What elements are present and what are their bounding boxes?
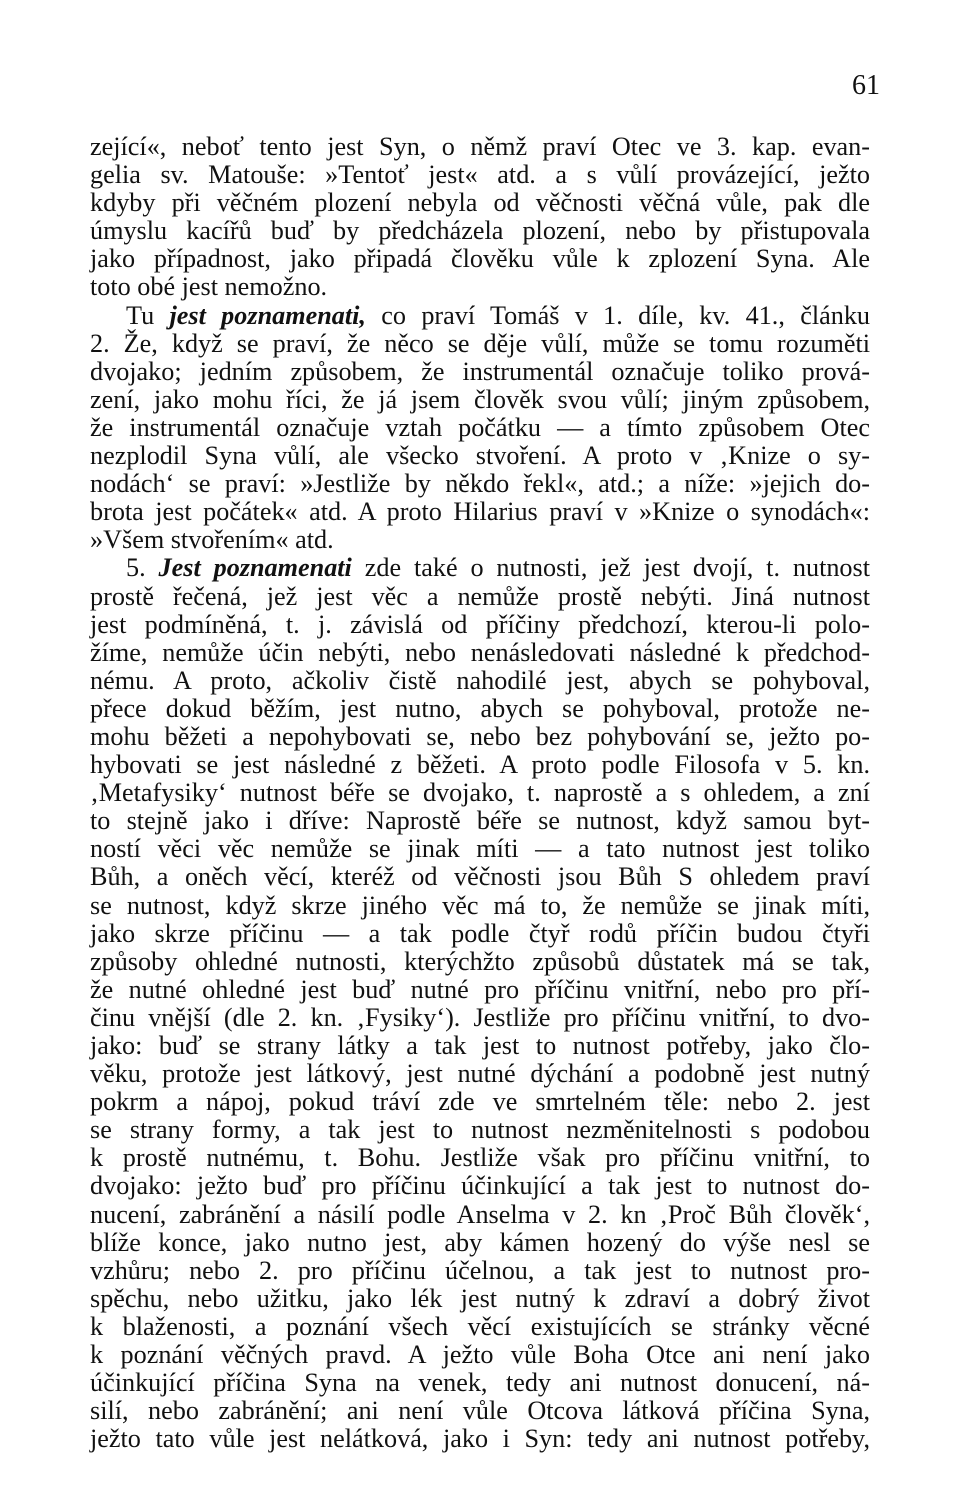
text-segment: kdyby při věčném plození nebyla od věčnosti věčná vůle, pak dle bbox=[90, 188, 870, 218]
text-segment: činu vnější (dle 2. kn. ‚Fysiky‘). Jestliže pro příčinu vnitřní, to dvo- bbox=[90, 1002, 870, 1032]
text-line bbox=[90, 273, 870, 301]
text-segment: nému. A proto, ačkoliv čistě nahodilé jest, abych se pohyboval, bbox=[90, 665, 870, 695]
text-line bbox=[90, 554, 870, 582]
text-segment: věku, protože jest látkový, jest nutné dýchání a podobně jest nutný bbox=[90, 1059, 870, 1089]
text-segment: pokrm a nápoj, pokud tráví zde ve smrtelném těle: nebo 2. jest bbox=[90, 1087, 870, 1117]
text-segment: přece dokud běžím, jest nutno, abych se pohyboval, protože ne- bbox=[90, 693, 870, 723]
text-line bbox=[90, 1060, 870, 1088]
text-line bbox=[90, 245, 870, 273]
text-segment: Tu bbox=[126, 300, 170, 330]
text-segment: silí, nebo zabránění; ani není vůle Otcova látková příčina Syna, bbox=[90, 1396, 870, 1426]
text-line bbox=[90, 835, 870, 863]
text-segment: jako případnost, jako připadá člověku vůle k zplození Syna. Ale bbox=[90, 244, 870, 274]
text-segment: blíže konce, jako nutno jest, aby kámen hozený do výše nesl se bbox=[90, 1227, 870, 1257]
text-line bbox=[90, 1369, 870, 1397]
text-segment: dvojako; jedním způsobem, že instrumentál označuje toliko prová- bbox=[90, 356, 870, 386]
text-line bbox=[90, 1088, 870, 1116]
text-segment: gelia sv. Matouše: »Tentoť jest« atd. a s vůlí provázející, ježto bbox=[90, 160, 870, 190]
text-line bbox=[90, 217, 870, 245]
text-segment: co praví Tomáš v 1. díle, kv. 41., článku bbox=[365, 300, 871, 330]
text-line bbox=[90, 948, 870, 976]
text-line bbox=[90, 1229, 870, 1257]
text-segment: nodách‘ se praví: »Jestliže by někdo řekl«, atd.; a níže: »jejich do- bbox=[90, 469, 870, 499]
text-segment: zde také o nutnosti, jež jest dvojí, t. nutnost bbox=[351, 553, 870, 583]
text-line bbox=[90, 1425, 870, 1453]
text-segment: brota jest počátek« atd. A proto Hilarius praví v »Knize o synodách«: bbox=[90, 497, 870, 527]
text-line bbox=[90, 667, 870, 695]
text-line bbox=[90, 1341, 870, 1369]
text-segment: 5. bbox=[126, 553, 159, 583]
text-segment: Bůh, a oněch věcí, kteréž od věčnosti jsou Bůh S ohledem praví bbox=[90, 862, 870, 892]
text-segment: že instrumentál označuje vztah počátku — a tímto způsobem Otec bbox=[90, 412, 870, 442]
text-line bbox=[90, 1032, 870, 1060]
text-line bbox=[90, 1144, 870, 1172]
text-segment: k poznání věčných pravd. A ježto vůle Boha Otce ani není jako bbox=[90, 1340, 870, 1370]
text-line bbox=[90, 526, 870, 554]
text-line bbox=[90, 976, 870, 1004]
text-segment: »Všem stvořením« atd. bbox=[90, 525, 334, 555]
text-line bbox=[90, 1201, 870, 1229]
text-segment: ností věci věc nemůže se jinak míti — a tato nutnost jest toliko bbox=[90, 834, 870, 864]
text-segment: vzhůru; nebo 2. pro příčinu účelnou, a tak jest to nutnost pro- bbox=[90, 1255, 870, 1285]
text-line bbox=[90, 386, 870, 414]
text-line bbox=[90, 892, 870, 920]
text-segment: nezplodil Syna vůlí, ale všecko stvoření. A proto v ‚Knize o sy- bbox=[90, 441, 870, 471]
text-line bbox=[90, 1116, 870, 1144]
text-line bbox=[90, 639, 870, 667]
text-line bbox=[90, 302, 870, 330]
text-segment: jako skrze příčinu — a tak podle čtyř rodů příčin budou čtyři bbox=[90, 918, 870, 948]
text-line bbox=[90, 161, 870, 189]
text-segment: hybovati se jest následné z běžeti. A proto podle Filosofa v 5. kn. bbox=[90, 750, 870, 780]
text-line bbox=[90, 133, 870, 161]
text-segment: mohu běžeti a nepohybovati se, nebo bez pohybování se, ježto po- bbox=[90, 721, 870, 751]
text-segment: jako: buď se strany látky a tak jest to nutnost potřeby, jako člo- bbox=[90, 1031, 870, 1060]
text-segment: se nutnost, když skrze jiného věc má to, že nemůže se jinak míti, bbox=[90, 890, 870, 920]
text-segment: toto obé jest nemožno. bbox=[90, 272, 328, 302]
text-line bbox=[90, 330, 870, 358]
text-segment: žíme, nemůže účin nebýti, nebo nenásledovati následné k předchod- bbox=[90, 637, 870, 667]
text-segment: k prostě nutnému, t. Bohu. Jestliže však pro příčinu vnitřní, to bbox=[90, 1143, 870, 1173]
text-segment: způsoby ohledné nutnosti, kterýchžto způsobů důstatek má se tak, bbox=[90, 946, 870, 976]
text-line bbox=[90, 695, 870, 723]
text-segment: spěchu, nebo užitku, jako lék jest nutný k zdraví a dobrý život bbox=[90, 1283, 870, 1313]
text-segment: 2. Že, když se praví, že něco se děje vůlí, může se tomu rozuměti bbox=[90, 328, 870, 358]
text-line bbox=[90, 1257, 870, 1285]
text-line bbox=[90, 611, 870, 639]
text-line bbox=[90, 414, 870, 442]
text-line bbox=[90, 1285, 870, 1313]
text-segment: ježto tato vůle jest nelátková, jako i Syn: tedy ani nutnost potřeby, bbox=[90, 1424, 870, 1454]
text-line bbox=[90, 583, 870, 611]
text-segment: k blaženosti, a poznání všech věcí existujících se stránky věcné bbox=[90, 1311, 870, 1341]
text-segment: ‚Metafysiky‘ nutnost béře se dvojako, t. naprostě a s ohledem, a zní bbox=[90, 778, 870, 808]
text-line bbox=[90, 189, 870, 217]
text-segment: nucení, zabránění a násilí podle Anselma v 2. kn ‚Proč Bůh člověk‘, bbox=[90, 1199, 870, 1229]
text-line bbox=[90, 807, 870, 835]
emphasis-text: jest poznamenati, bbox=[169, 300, 366, 330]
text-line bbox=[90, 358, 870, 386]
page-number: 61 bbox=[852, 70, 880, 101]
text-segment: se strany formy, a tak jest to nutnost nezměnitelnosti s podobou bbox=[90, 1115, 870, 1145]
text-line bbox=[90, 751, 870, 779]
text-line bbox=[90, 863, 870, 891]
text-line bbox=[90, 498, 870, 526]
text-segment: prostě řečená, jež jest věc a nemůže prostě nebýti. Jiná nutnost bbox=[90, 581, 870, 611]
body-text bbox=[90, 133, 870, 1453]
text-line bbox=[90, 1313, 870, 1341]
text-segment: to stejně jako i dříve: Naprostě béře se nutnost, když samou byt- bbox=[90, 806, 870, 836]
text-segment: zení, jako mohu říci, že já jsem člověk svou vůlí; jiným způsobem, bbox=[90, 384, 870, 414]
text-line bbox=[90, 1172, 870, 1200]
text-line bbox=[90, 920, 870, 948]
text-line bbox=[90, 723, 870, 751]
text-segment: dvojako: ježto buď pro příčinu účinkující a tak jest to nutnost do- bbox=[90, 1171, 870, 1201]
text-line bbox=[90, 470, 870, 498]
text-line bbox=[90, 1004, 870, 1032]
text-segment: úmyslu kacířů buď by předcházela plození, nebo by přistupovala bbox=[90, 216, 870, 246]
emphasis-text: Jest poznamenati bbox=[158, 553, 352, 583]
text-segment: jest podmíněná, t. j. závislá od příčiny předchozí, kterou-li polo- bbox=[90, 609, 870, 639]
text-line bbox=[90, 1397, 870, 1425]
text-line bbox=[90, 779, 870, 807]
text-segment: že nutné ohledné jest buď nutné pro příčinu vnitřní, nebo pro pří- bbox=[90, 974, 870, 1004]
text-line bbox=[90, 442, 870, 470]
text-segment: účinkující příčina Syna na venek, tedy ani nutnost donucení, ná- bbox=[90, 1368, 870, 1398]
text-segment: zející«, neboť tento jest Syn, o němž praví Otec ve 3. kap. evan- bbox=[90, 132, 870, 161]
